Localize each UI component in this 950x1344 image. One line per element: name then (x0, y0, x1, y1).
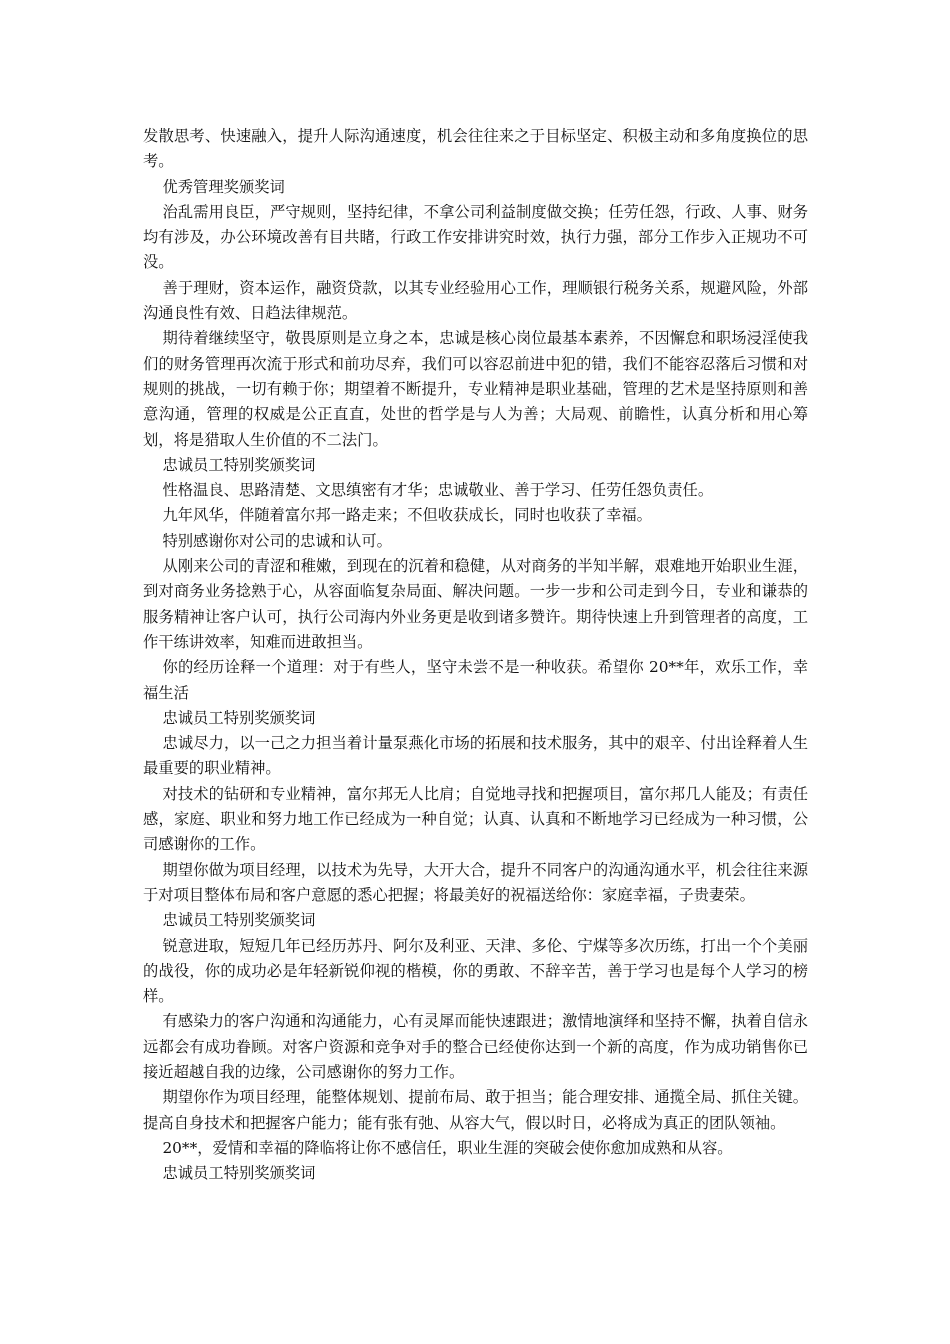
paragraph: 对技术的钻研和专业精神，富尔邦无人比肩；自觉地寻找和把握项目，富尔邦几人能及；有责任感，家庭、职业和努力地工作已经成为一种自觉；认真、认真和不断地学习已经成为一种习惯，公司感谢你的工作。 (143, 784, 808, 854)
section-heading: 优秀管理奖颁奖词 (162, 177, 285, 196)
paragraph: 从刚来公司的青涩和稚嫩，到现在的沉着和稳健，从对商务的半知半解，艰难地开始职业生涯，到对商务业务捻熟于心，从容面临复杂局面、解决问题。一步一步和公司走到今日，专业和谦恭的服务精神让客户认可，执行公司海内外业务更是收到诸多赞许。期待快速上升到管理者的高度，工作干练讲效率，知难而进敢担当。 (143, 557, 808, 651)
paragraph: 期待着继续坚守，敬畏原则是立身之本，忠诚是核心岗位最基本素养，不因懈怠和职场浸淫使我们的财务管理再次流于形式和前功尽弃，我们可以容忍前进中犯的错，我们不能容忍落后习惯和对规则的挑战，一切有赖于你；期望着不断提升，专业精神是职业基础，管理的艺术是坚持原则和善意沟通，管理的权威是公正直直，处世的哲学是与人为善；大局观、前瞻性，认真分析和用心筹划，将是猎取人生价值的不二法门。 (143, 329, 808, 449)
paragraph: 忠诚尽力，以一己之力担当着计量泵燕化市场的拓展和技术服务，其中的艰辛、付出诠释着人生最重要的职业精神。 (143, 734, 808, 778)
paragraph: 善于理财，资本运作，融资贷款，以其专业经验用心工作，理顺银行税务关系，规避风险，外部沟通良性有效、日趋法律规范。 (143, 278, 808, 323)
paragraph: 期望你做为项目经理，以技术为先导，大开大合，提升不同客户的沟通沟通水平，机会往往来源于对项目整体布局和客户意愿的悉心把握；将最美好的祝福送给你：家庭幸福，子贵妻荣。 (143, 860, 808, 904)
paragraph: 20**，爱情和幸福的降临将让你不感信任，职业生涯的突破会使你愈加成熟和从容。 (162, 1138, 733, 1157)
paragraph: 性格温良、思路清楚、文思缜密有才华；忠诚敬业、善于学习、任劳任怨负责任。 (162, 481, 714, 500)
paragraph: 九年风华，伴随着富尔邦一路走来；不但收获成长，同时也收获了幸福。 (162, 506, 652, 525)
section-heading: 忠诚员工特别奖颁奖词 (162, 708, 316, 727)
paragraph: 有感染力的客户沟通和沟通能力，心有灵犀而能快速跟进；激情地演绎和坚持不懈，执着自信永远都会有成功眷顾。对客户资源和竞争对手的整合已经使你达到一个新的高度，作为成功销售你已接近超越自我的边缘，公司感谢你的努力工作。 (143, 1012, 808, 1081)
paragraph: 你的经历诠释一个道理：对于有些人，坚守未尝不是一种收获。希望你 20**年，欢乐工作，幸福生活 (143, 658, 808, 702)
document-body (143, 124, 808, 1186)
section-heading: 忠诚员工特别奖颁奖词 (162, 455, 316, 474)
paragraph: 锐意进取，短短几年已经历苏丹、阿尔及利亚、天津、多伦、宁煤等多次历练，打出一个个美丽的战役，你的成功必是年轻新锐仰视的楷模，你的勇敢、不辞辛苦，善于学习也是每个人学习的榜样。 (143, 936, 808, 1006)
paragraph: 发散思考、快速融入，提升人际沟通速度，机会往往来之于目标坚定、积极主动和多角度换位的思考。 (143, 127, 808, 171)
paragraph: 期望你作为项目经理，能整体规划、提前布局、敢于担当；能合理安排、通揽全局、抓住关键。提高自身技术和把握客户能力；能有张有弛、从容大气，假以时日，必将成为真正的团队领袖。 (143, 1088, 808, 1132)
section-heading: 忠诚员工特别奖颁奖词 (162, 911, 316, 930)
section-heading: 忠诚员工特别奖颁奖词 (162, 1164, 316, 1183)
paragraph: 特别感谢你对公司的忠诚和认可。 (162, 531, 392, 550)
paragraph: 治乱需用良臣，严守规则，坚持纪律，不拿公司利益制度做交换；任劳任怨，行政、人事、财务均有涉及，办公环境改善有目共睹，行政工作安排讲究时效，执行力强，部分工作步入正规功不可没。 (143, 202, 808, 272)
